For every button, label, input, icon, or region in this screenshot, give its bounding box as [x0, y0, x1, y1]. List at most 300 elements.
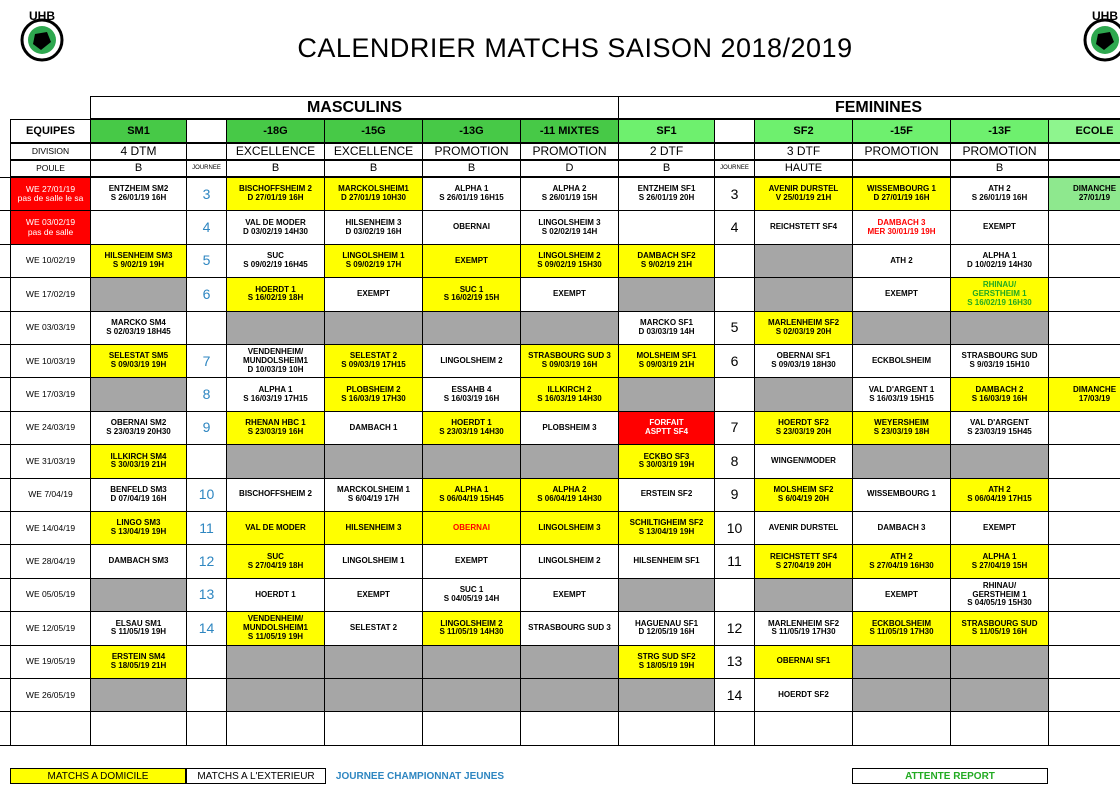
match-cell — [520, 210, 619, 244]
journee-masc — [186, 377, 227, 411]
match-cell-text: S 02/02/19 14H — [541, 226, 598, 236]
match-cell-text: S 16/03/19 16H — [443, 393, 500, 403]
match-cell — [950, 544, 1049, 578]
match-cell — [90, 277, 187, 311]
division-5-text: 2 DTF — [649, 143, 684, 158]
match-cell-text: D 03/02/19 14H30 — [243, 226, 308, 236]
match-cell-text: WEYERSHEIM — [874, 418, 929, 428]
division-6 — [754, 143, 853, 160]
match-cell — [852, 377, 951, 411]
match-cell-text: S 26/01/19 16H — [971, 193, 1028, 203]
match-cell-text: S 04/05/19 15H30 — [967, 598, 1032, 608]
legend-postponed: ATTENTE REPORT — [852, 768, 1048, 784]
journee-fem-text: 7 — [730, 419, 739, 436]
poule-0 — [90, 160, 187, 177]
date-cell-empty — [10, 711, 91, 746]
date-cell — [10, 344, 91, 378]
match-cell — [1048, 344, 1120, 378]
match-cell-text: EXEMPT — [885, 288, 918, 298]
journee-label-fem-text: JOURNEE — [720, 165, 749, 172]
match-cell — [324, 244, 423, 278]
match-cell-text: ATH 2 — [988, 484, 1011, 494]
match-cell-text: ALPHA 1 — [982, 551, 1017, 561]
match-cell — [618, 611, 715, 645]
match-cell-text: ELSAU SM1 — [115, 618, 162, 628]
match-cell — [90, 377, 187, 411]
match-cell — [852, 311, 951, 345]
match-cell-text: VAL D'ARGENT — [970, 418, 1029, 428]
match-cell — [1048, 210, 1120, 244]
journee-fem — [714, 177, 755, 211]
journee-head-blank — [186, 119, 227, 143]
match-cell — [422, 411, 521, 445]
match-cell-text: OBERNAI — [453, 522, 490, 532]
journee-fem — [714, 210, 755, 244]
match-cell — [226, 578, 325, 612]
match-cell-text: S 09/03/19 19H — [110, 360, 167, 370]
match-cell — [90, 244, 187, 278]
match-cell — [422, 311, 521, 345]
match-cell — [852, 578, 951, 612]
match-cell-text: VAL DE MODER — [245, 522, 306, 532]
match-cell-text: LINGOLSHEIM 2 — [440, 355, 503, 365]
match-cell — [618, 478, 715, 512]
match-cell — [1048, 277, 1120, 311]
journee-div-blank — [186, 143, 227, 160]
label-division-text: DIVISION — [31, 145, 70, 156]
journee-fem-text: 6 — [730, 352, 739, 369]
match-cell — [618, 645, 715, 679]
match-cell — [520, 444, 619, 478]
match-cell — [90, 678, 187, 712]
journee-fem — [714, 277, 755, 311]
division-6-text: 3 DTF — [786, 143, 821, 158]
date-cell — [10, 578, 91, 612]
match-cell-text: HAGUENAU SF1 — [634, 618, 699, 628]
journee-fem — [714, 578, 755, 612]
date-cell-text: WE 27/01/19 — [25, 183, 76, 194]
match-cell — [324, 277, 423, 311]
journee-fem-text: 8 — [730, 452, 739, 469]
date-cell — [10, 277, 91, 311]
division-3-text: PROMOTION — [434, 143, 509, 158]
match-cell-text: S 16/02/19 18H — [247, 293, 304, 303]
match-cell-text: EXEMPT — [983, 522, 1016, 532]
match-cell-text: EXEMPT — [885, 589, 918, 599]
division-7-text: PROMOTION — [864, 143, 939, 158]
journee-fem-text: 9 — [730, 486, 739, 503]
journee-label-masc — [186, 160, 227, 177]
match-cell-text: FORFAIT — [649, 418, 684, 428]
match-cell-text: S 27/04/19 20H — [775, 560, 832, 570]
match-cell — [618, 177, 715, 211]
match-cell — [520, 478, 619, 512]
match-cell — [324, 177, 423, 211]
match-cell-text: D 10/02/19 14H30 — [967, 259, 1032, 269]
journee-fem — [714, 478, 755, 512]
match-cell — [422, 244, 521, 278]
match-cell-text: LINGOLSHEIM 3 — [538, 217, 601, 227]
match-cell — [754, 578, 853, 612]
division-9 — [1048, 143, 1120, 160]
date-cell-text: WE 7/04/19 — [28, 489, 73, 500]
journee-fem — [714, 377, 755, 411]
journee-label-masc-text: JOURNEE — [192, 165, 221, 172]
match-cell — [90, 177, 187, 211]
date-cell — [10, 544, 91, 578]
match-cell-text: MOLSHEIM SF2 — [773, 484, 834, 494]
match-cell-empty — [520, 711, 619, 746]
match-cell-text: BENFELD SM3 — [110, 484, 167, 494]
match-cell-text: S 13/04/19 19H — [110, 527, 167, 537]
match-cell-text: DIMANCHE — [1072, 184, 1117, 194]
match-cell-text: BISCHOFFSHEIM 2 — [239, 489, 312, 499]
team-header-0 — [90, 119, 187, 143]
match-cell-text: ATH 2 — [988, 184, 1011, 194]
match-cell — [754, 344, 853, 378]
division-2-text: EXCELLENCE — [333, 143, 414, 158]
match-cell — [520, 411, 619, 445]
journee-masc-text: 11 — [199, 519, 214, 536]
journee-masc — [186, 511, 227, 545]
journee-masc-text: 5 — [202, 252, 211, 269]
match-cell — [950, 611, 1049, 645]
match-cell-text: S 09/02/19 15H30 — [537, 259, 602, 269]
date-cell-text: WE 03/02/19 — [25, 217, 76, 228]
match-cell-text: S 09/03/19 21H — [638, 360, 695, 370]
journee-fem-text: 10 — [726, 519, 743, 536]
match-cell-text: V 25/01/19 21H — [775, 193, 832, 203]
match-cell-text: S 16/03/19 16H — [971, 393, 1028, 403]
match-cell — [520, 311, 619, 345]
poule-2 — [324, 160, 423, 177]
match-cell — [618, 578, 715, 612]
division-0-text: 4 DTM — [120, 143, 157, 158]
journee-masc-text: 13 — [198, 586, 215, 603]
match-cell — [618, 411, 715, 445]
team-header-6 — [754, 119, 853, 143]
match-cell-text: S 30/03/19 21H — [110, 460, 167, 470]
team-header-3 — [422, 119, 521, 143]
division-1 — [226, 143, 325, 160]
journee-masc — [186, 244, 227, 278]
match-cell — [618, 344, 715, 378]
group-header-feminines-text: FEMININES — [834, 98, 923, 116]
match-cell — [754, 444, 853, 478]
match-cell-text: DAMBACH 3 — [877, 522, 926, 532]
match-cell-text: D 10/03/19 10H — [247, 364, 304, 374]
date-cell-text: WE 10/03/19 — [25, 355, 76, 366]
match-cell-text: EXEMPT — [455, 255, 488, 265]
match-cell-text: D 27/01/19 16H — [247, 193, 304, 203]
match-cell — [90, 578, 187, 612]
match-cell — [618, 244, 715, 278]
match-cell-text: HOERDT 1 — [255, 284, 296, 294]
match-cell — [90, 311, 187, 345]
match-cell-text: LINGOLSHEIM 1 — [342, 251, 405, 261]
poule-4 — [520, 160, 619, 177]
match-cell — [324, 544, 423, 578]
match-cell — [324, 645, 423, 679]
poule-6 — [754, 160, 853, 177]
match-cell-text: ENTZHEIM SF1 — [637, 184, 696, 194]
journee-masc — [186, 311, 227, 345]
division-3 — [422, 143, 521, 160]
match-cell-text: SELESTAT SM5 — [108, 351, 169, 361]
division-4-text: PROMOTION — [532, 143, 607, 158]
journee-masc-text: 10 — [198, 486, 215, 503]
match-cell — [618, 277, 715, 311]
team-header-2-text: -15G — [361, 124, 386, 137]
match-cell — [852, 277, 951, 311]
match-cell-text: S 06/04/19 14H30 — [537, 493, 602, 503]
match-cell-text: RHENAN HBC 1 — [245, 418, 306, 428]
match-cell — [1048, 645, 1120, 679]
journee-fem — [714, 444, 755, 478]
journee-masc — [186, 411, 227, 445]
match-cell — [226, 377, 325, 411]
match-cell-text: WINGEN/MODER — [771, 455, 836, 465]
match-cell-text: S 16/03/19 17H30 — [341, 393, 406, 403]
division-2 — [324, 143, 423, 160]
match-cell-text: HOERDT SF2 — [778, 418, 829, 428]
team-header-0-text: SM1 — [127, 124, 150, 137]
svg-text:UHB: UHB — [1092, 9, 1118, 23]
match-cell — [1048, 511, 1120, 545]
journee-fem — [714, 645, 755, 679]
match-cell — [950, 244, 1049, 278]
match-cell-text: ATH 2 — [890, 551, 913, 561]
match-cell-text: D 27/01/19 16H — [873, 193, 930, 203]
match-cell — [324, 511, 423, 545]
match-cell-text: ASPTT SF4 — [644, 426, 689, 436]
poule-1-text: B — [271, 162, 280, 175]
team-header-7 — [852, 119, 951, 143]
division-8 — [950, 143, 1049, 160]
match-cell-text: S 23/03/19 15H45 — [967, 426, 1032, 436]
match-cell-text: S 6/04/19 17H — [347, 493, 400, 503]
match-cell-text: ALPHA 1 — [982, 251, 1017, 261]
match-cell-text: MOLSHEIM SF1 — [636, 351, 697, 361]
journee-masc — [186, 478, 227, 512]
match-cell — [950, 377, 1049, 411]
match-cell — [422, 177, 521, 211]
journee-fem-text: 14 — [726, 686, 743, 703]
match-cell — [852, 478, 951, 512]
match-cell-text: S 16/03/19 14H30 — [537, 393, 602, 403]
match-cell — [950, 177, 1049, 211]
match-cell-text: ILLKIRCH 2 — [547, 384, 592, 394]
match-cell-empty — [754, 711, 853, 746]
date-cell — [10, 478, 91, 512]
match-cell-text: S 16/03/19 17H15 — [243, 393, 308, 403]
match-cell-text: DAMBACH 2 — [975, 384, 1024, 394]
team-header-5-text: SF1 — [656, 124, 677, 137]
match-cell — [852, 544, 951, 578]
match-cell — [950, 478, 1049, 512]
match-cell-text: VENDENHEIM/ — [247, 347, 304, 356]
match-cell — [90, 210, 187, 244]
match-cell-text: MUNDOLSHEIM1 — [243, 622, 308, 632]
poule-8-text: B — [995, 162, 1004, 175]
match-cell — [852, 210, 951, 244]
team-header-4-text: -11 MIXTES — [539, 124, 600, 137]
match-cell — [754, 277, 853, 311]
division-5 — [618, 143, 715, 160]
match-cell-text: S 11/05/19 14H30 — [439, 627, 504, 637]
match-cell — [520, 578, 619, 612]
match-cell — [422, 511, 521, 545]
journee-div-blank — [714, 143, 755, 160]
journee-fem — [714, 244, 755, 278]
match-cell — [754, 210, 853, 244]
match-cell-text: S 02/03/19 20H — [775, 326, 832, 336]
match-cell — [422, 277, 521, 311]
match-cell — [324, 344, 423, 378]
team-header-2 — [324, 119, 423, 143]
match-cell — [1048, 177, 1120, 211]
date-cell-text: WE 19/05/19 — [25, 656, 76, 667]
match-cell-text: S 09/03/19 18H30 — [771, 360, 836, 370]
match-cell — [1048, 578, 1120, 612]
journee-masc-text: 6 — [202, 285, 211, 302]
date-cell-text: WE 14/04/19 — [25, 522, 76, 533]
match-cell-empty — [226, 711, 325, 746]
match-cell-text: OBERNAI SM2 — [110, 418, 167, 428]
match-cell-text: S 30/03/19 19H — [638, 460, 695, 470]
journee-masc — [186, 444, 227, 478]
team-header-7-text: -15F — [890, 124, 913, 137]
match-cell-text: HOERDT 1 — [451, 418, 492, 428]
match-cell — [1048, 544, 1120, 578]
team-header-9-text: ECOLE — [1075, 124, 1114, 137]
match-cell — [1048, 311, 1120, 345]
match-cell — [520, 244, 619, 278]
date-cell-text: WE 24/03/19 — [25, 422, 76, 433]
poule-4-text: D — [565, 162, 574, 175]
match-cell-text: AVENIR DURSTEL — [768, 184, 839, 194]
journee-fem-text: 13 — [726, 653, 743, 670]
match-cell — [618, 544, 715, 578]
match-cell — [852, 411, 951, 445]
match-cell-text: S 18/05/19 19H — [638, 660, 695, 670]
match-cell — [1048, 411, 1120, 445]
match-cell-text: ATH 2 — [890, 255, 913, 265]
match-cell — [90, 478, 187, 512]
match-cell-text: STRG SUD SF2 — [637, 651, 696, 661]
match-cell — [520, 544, 619, 578]
match-cell — [226, 311, 325, 345]
match-cell — [1048, 444, 1120, 478]
date-cell — [10, 177, 91, 211]
match-cell — [950, 578, 1049, 612]
label-poule — [10, 160, 91, 177]
match-cell-text: S 9/02/19 21H — [640, 259, 693, 269]
match-cell — [950, 411, 1049, 445]
journee-fem-text: 11 — [727, 552, 742, 569]
match-cell-text: VENDENHEIM/ — [247, 614, 304, 624]
division-1-text: EXCELLENCE — [235, 143, 316, 158]
match-cell-text: HOERDT SF2 — [778, 689, 829, 699]
journee-masc-text: 9 — [202, 419, 211, 436]
journee-masc — [186, 210, 227, 244]
journee-fem — [714, 311, 755, 345]
match-cell-text: S 11/05/19 17H30 — [869, 627, 934, 637]
legend-youth: JOURNEE CHAMPIONNAT JEUNES — [335, 770, 505, 782]
match-cell — [422, 544, 521, 578]
match-cell-text: RHINAU/ — [982, 580, 1017, 590]
poule-5 — [618, 160, 715, 177]
match-cell-text: REICHSTETT SF4 — [769, 551, 838, 561]
journee-fem-text: 5 — [730, 319, 739, 336]
match-cell — [90, 344, 187, 378]
match-cell-text: WISSEMBOURG 1 — [867, 489, 936, 499]
match-cell — [324, 444, 423, 478]
match-cell-text: S 26/01/19 15H — [541, 193, 598, 203]
match-cell — [226, 678, 325, 712]
match-cell-text: ALPHA 2 — [552, 484, 587, 494]
poule-9 — [1048, 160, 1120, 177]
match-cell-text: S 26/01/19 20H — [638, 193, 695, 203]
match-cell — [226, 277, 325, 311]
match-cell-text: LINGOLSHEIM 1 — [342, 556, 405, 566]
date-cell-text: WE 17/03/19 — [25, 388, 76, 399]
match-cell-text: VAL DE MODER — [245, 217, 306, 227]
division-0 — [90, 143, 187, 160]
match-cell-text: SCHILTIGHEIM SF2 — [629, 518, 704, 528]
match-cell-text: ECKBOLSHEIM — [871, 355, 932, 365]
match-cell-text: ESSAHB 4 — [451, 384, 492, 394]
date-cell-text: WE 17/02/19 — [25, 288, 76, 299]
match-cell — [852, 177, 951, 211]
match-cell — [90, 645, 187, 679]
match-cell — [324, 311, 423, 345]
match-cell — [520, 177, 619, 211]
match-cell — [852, 344, 951, 378]
match-cell — [950, 511, 1049, 545]
journee-label-fem — [714, 160, 755, 177]
match-cell-text: D 07/04/19 16H — [110, 493, 167, 503]
team-header-8-text: -13F — [988, 124, 1011, 137]
match-cell — [852, 645, 951, 679]
match-cell-empty — [950, 711, 1049, 746]
match-cell-text: DAMBACH 1 — [349, 422, 398, 432]
match-cell-text: EXEMPT — [357, 288, 390, 298]
date-cell — [10, 377, 91, 411]
match-cell-empty — [618, 711, 715, 746]
date-cell — [10, 444, 91, 478]
journee-masc-text: 14 — [198, 619, 215, 636]
match-cell — [324, 478, 423, 512]
match-cell — [422, 344, 521, 378]
match-cell-text: ALPHA 1 — [454, 484, 489, 494]
date-cell-text: WE 05/05/19 — [25, 589, 76, 600]
match-cell-text: MARCKO SF1 — [640, 317, 693, 327]
date-cell-text: pas de salle le sa — [17, 193, 84, 204]
date-cell — [10, 645, 91, 679]
match-cell-text: STRASBOURG SUD 3 — [528, 622, 611, 632]
match-cell-text: S 26/01/19 16H — [110, 193, 167, 203]
match-cell — [90, 511, 187, 545]
date-cell-text: WE 10/02/19 — [25, 255, 76, 266]
group-header-masculins-text: MASCULINS — [306, 98, 403, 116]
journee-fem-text: 4 — [730, 218, 739, 235]
match-cell-text: RHINAU/ — [982, 280, 1017, 290]
match-cell — [226, 210, 325, 244]
match-cell-text: S 26/01/19 16H15 — [439, 193, 504, 203]
match-cell — [422, 678, 521, 712]
match-cell-text: S 16/02/19 16H30 — [967, 297, 1032, 307]
